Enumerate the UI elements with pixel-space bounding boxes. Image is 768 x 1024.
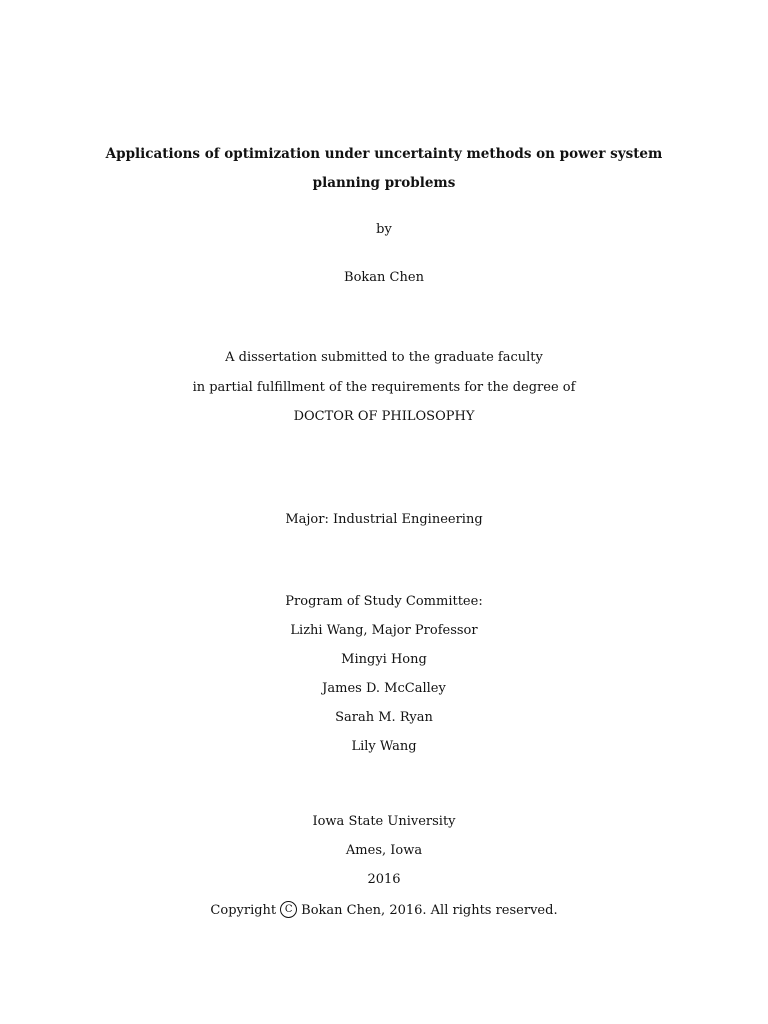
author-name: Bokan Chen: [344, 270, 424, 285]
committee-member: James D. McCalley: [322, 681, 446, 696]
copyright-text: Bokan Chen, 2016. All rights reserved.: [301, 903, 558, 918]
year: 2016: [367, 872, 401, 887]
copyright-icon: C: [280, 901, 297, 918]
committee-member: Lizhi Wang, Major Professor: [290, 623, 478, 638]
university-location: Ames, Iowa: [345, 843, 423, 858]
university-name: Iowa State University: [312, 814, 456, 829]
submission-statement-line-2: in partial fulfillment of the requirements for the degree of: [192, 380, 576, 395]
degree-name: DOCTOR OF PHILOSOPHY: [293, 409, 475, 424]
dissertation-title-line-1: Applications of optimization under uncertainty methods on power system: [105, 146, 663, 162]
copyright-prefix: Copyright: [210, 903, 277, 918]
committee-member: Lily Wang: [351, 739, 417, 754]
committee-member: Sarah M. Ryan: [335, 710, 433, 725]
dissertation-title-line-2: planning problems: [312, 175, 456, 191]
committee-member: Mingyi Hong: [341, 652, 427, 667]
copyright-notice: [0, 901, 768, 920]
by-label: by: [376, 222, 392, 237]
major-field: Major: Industrial Engineering: [285, 512, 483, 527]
committee-heading: Program of Study Committee:: [285, 594, 483, 609]
submission-statement-line-1: A dissertation submitted to the graduate faculty: [225, 350, 543, 365]
